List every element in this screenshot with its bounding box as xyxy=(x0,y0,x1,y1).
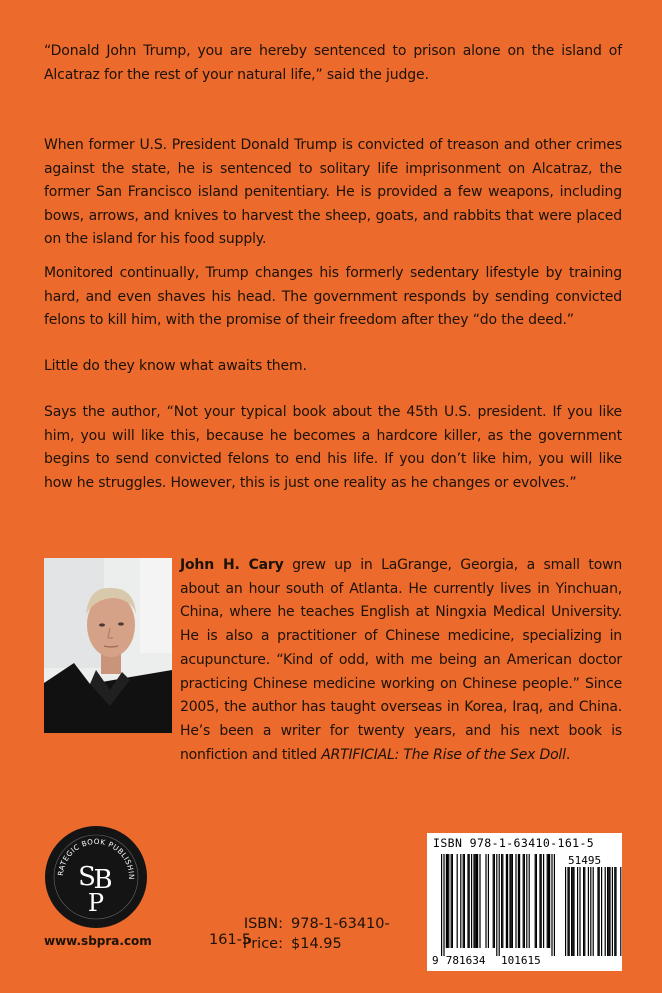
addon-bar xyxy=(584,867,585,956)
ean-bar xyxy=(494,854,495,948)
ean-bar xyxy=(506,854,507,948)
monogram-s: S xyxy=(78,862,96,892)
addon-bar xyxy=(607,867,608,956)
ean-bar xyxy=(507,854,508,948)
addon-digits: 51495 xyxy=(568,854,602,867)
addon-bar xyxy=(590,867,591,956)
addon-bar xyxy=(577,867,578,956)
ean-digits-left: 781634 xyxy=(445,954,486,967)
addon-bar xyxy=(579,867,580,956)
ean-digits-right: 101615 xyxy=(501,954,541,967)
ean-bar xyxy=(512,854,513,948)
barcode xyxy=(427,833,622,971)
ean-bar xyxy=(473,854,474,948)
ean-bar xyxy=(509,854,510,948)
price-line xyxy=(209,936,419,952)
author-bio xyxy=(180,554,622,767)
next-book-title: ARTIFICIAL: The Rise of the Sex Doll xyxy=(321,746,566,763)
ean-bar xyxy=(471,854,472,948)
ean-bar xyxy=(451,854,452,948)
addon-bar xyxy=(612,867,613,956)
ean-bar xyxy=(477,854,478,948)
ean-bar xyxy=(457,854,458,948)
ean-bar xyxy=(519,854,520,948)
author-photo xyxy=(44,558,172,733)
addon-bar xyxy=(565,867,566,956)
ean-bar xyxy=(460,854,461,948)
ean-bar xyxy=(496,854,497,956)
isbn-label: ISBN: xyxy=(243,916,283,932)
addon-bar xyxy=(601,867,602,956)
ean-bar xyxy=(463,854,464,948)
ean-bar xyxy=(467,854,468,948)
ean-bar xyxy=(523,854,524,948)
price-value: $14.95 xyxy=(291,936,342,952)
publisher-website[interactable]: www.sbpra.com xyxy=(44,934,152,948)
ean-bar xyxy=(529,854,530,948)
addon-bar xyxy=(571,867,572,956)
publisher-logo xyxy=(44,825,148,929)
monogram-b: B xyxy=(93,865,113,895)
ean-bar xyxy=(541,854,542,948)
ean-bar xyxy=(515,854,516,948)
ean-bar xyxy=(476,854,477,948)
blurb-author-quote: Says the author, “Not your typical book about the 45th U.S. president. If you like him, you will like this, because he becomes a hardcore killer, as the government begins to send convicted felons to end his life. If you don’t like him, you will like how he struggles. However, this is just one reality as he changes or evolves.” xyxy=(44,404,622,491)
barcode-isbn-text: ISBN 978-1-63410-161-5 xyxy=(433,836,595,850)
ean-bar xyxy=(539,854,540,948)
blurb-opening-quote: “Donald John Trump, you are hereby sentenced to prison alone on the island of Alcatraz for the rest of your natural life,” said the judge. xyxy=(44,43,622,83)
ean-bar xyxy=(488,854,489,948)
ean-bar xyxy=(511,854,512,948)
ean-bar xyxy=(536,854,537,948)
ean-bar xyxy=(526,854,527,948)
ean-bar xyxy=(551,854,552,956)
isbn-value: 978-1-63410-161-5 xyxy=(209,916,390,948)
author-name: John H. Cary xyxy=(180,557,284,573)
ean-bar xyxy=(548,854,549,948)
ean-bar xyxy=(441,854,442,956)
addon-bar xyxy=(599,867,600,956)
addon-bar xyxy=(605,867,606,956)
ean-bar xyxy=(443,854,444,956)
addon-bar xyxy=(609,867,610,956)
ean-bar xyxy=(549,854,550,948)
author-bio-ending: . xyxy=(565,746,571,763)
ean-bar xyxy=(452,854,453,948)
ean-bar xyxy=(479,854,480,948)
ean-bar xyxy=(518,854,519,948)
ean-bar xyxy=(535,854,536,948)
addon-bar xyxy=(620,867,621,956)
ean-bar xyxy=(502,854,503,948)
ean-bar xyxy=(501,854,502,948)
ean-bar xyxy=(448,854,449,948)
addon-bar xyxy=(573,867,574,956)
addon-bar xyxy=(569,867,570,956)
ean-bar xyxy=(524,854,525,948)
blurb-teaser: Little do they know what awaits them. xyxy=(44,358,307,374)
ean-bar xyxy=(547,854,548,948)
author-bio-text: grew up in LaGrange, Georgia, a small town about an hour south of Atlanta. He currently lives in Yinchuan, China, where he teaches English at Ningxia Medical University. He is also a practitioner of Chinese medicine, specializing in acupuncture. “Kind of odd, with me being an American doctor practicing Chinese medicine working on Chinese people.” Since 2005, the author has taught overseas in Korea, Iraq, and China. He’s been a writer for twenty years, and his next book is nonfiction and titled xyxy=(180,557,622,763)
publisher-ring-text: RATEGIC BOOK PUBLISHIN xyxy=(55,836,137,880)
ean-bar xyxy=(485,854,486,948)
addon-bar xyxy=(615,867,616,956)
addon-bar xyxy=(572,867,573,956)
addon-bar xyxy=(597,867,598,956)
ean-bar xyxy=(493,854,494,948)
barcode-bars xyxy=(427,833,622,971)
addon-bar xyxy=(608,867,609,956)
ean-bar xyxy=(464,854,465,948)
addon-bar xyxy=(588,867,589,956)
addon-bar xyxy=(614,867,615,956)
ean-bar xyxy=(469,854,470,948)
ean-bar xyxy=(475,854,476,948)
price-label: Price: xyxy=(242,936,283,952)
blurb-synopsis: When former U.S. President Donald Trump is convicted of treason and other crimes against the state, he is sentenced to solitary life imprisonment on Alcatraz, the former San Francisco island penitentiary. He is provided a few weapons, including bows, arrows, and knives to harvest the sheep, goats, and rabbits that were placed on the island for his food supply. xyxy=(44,137,622,247)
addon-bar xyxy=(583,867,584,956)
ean-digit-first: 9 xyxy=(432,954,439,967)
addon-bar xyxy=(593,867,594,956)
ean-bar xyxy=(499,854,500,956)
ean-bar xyxy=(554,854,555,956)
blurb-plot: Monitored continually, Trump changes his formerly sedentary lifestyle by training hard, and even shaves his head. The government responds by sending convicted felons to kill him, with the promise of their freedom after they “do the deed.” xyxy=(44,265,622,328)
monogram-p: P xyxy=(87,889,105,917)
ean-bar xyxy=(447,854,448,948)
addon-bar xyxy=(567,867,568,956)
ean-bar xyxy=(543,854,544,948)
ean-bar xyxy=(446,854,447,948)
